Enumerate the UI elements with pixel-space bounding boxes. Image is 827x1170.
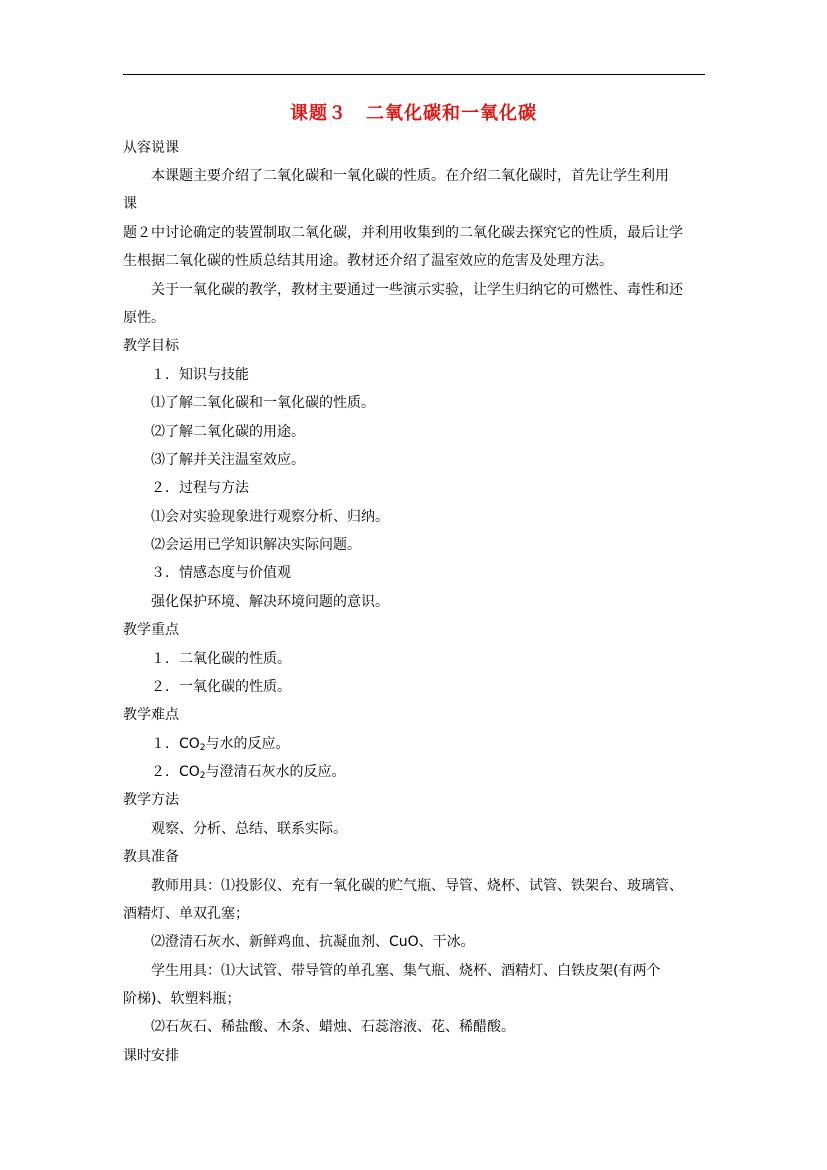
item-text: 与澄清石灰水的反应。: [205, 764, 346, 780]
list-item: ⑵了解二氧化碳的用途。: [151, 424, 305, 440]
list-item: １．知识与技能: [151, 367, 249, 383]
section-heading: 教学重点: [123, 622, 179, 638]
section-heading: 教具准备: [123, 849, 179, 865]
top-rule: [123, 74, 705, 75]
paragraph-line: 酒精灯、单双孔塞；: [123, 906, 249, 922]
paragraph-line: 课: [123, 196, 137, 212]
list-item: [151, 734, 290, 754]
item-prefix: ２．CO: [151, 764, 200, 780]
paragraph-line: 教师用具：⑴投影仪、充有一氧化碳的贮气瓶、导管、烧杯、试管、铁架台、玻璃管、: [151, 878, 683, 894]
section-heading: 课时安排: [123, 1048, 179, 1064]
list-item: １．二氧化碳的性质。: [151, 651, 291, 667]
section-heading: 教学方法: [123, 792, 179, 808]
list-item: ⑴了解二氧化碳和一氧化碳的性质。: [151, 395, 375, 411]
page-title: 课题３ 二氧化碳和一氧化碳: [290, 103, 537, 124]
paragraph-line: ⑵石灰石、稀盐酸、木条、蜡烛、石蕊溶液、花、稀醋酸。: [151, 1019, 515, 1035]
section-heading: 教学目标: [123, 338, 179, 354]
list-item: ⑶了解并关注温室效应。: [151, 452, 305, 468]
subscript: 2: [199, 771, 206, 781]
paragraph-line: 题２中讨论确定的装置制取二氧化碳，并利用收集到的二氧化碳去探究它的性质，最后让学: [123, 225, 683, 241]
paragraph-line: 学生用具：⑴大试管、带导管的单孔塞、集气瓶、烧杯、酒精灯、白铁皮架(有两个: [151, 963, 661, 979]
list-item: ３．情感态度与价值观: [151, 565, 291, 581]
paragraph-line: 阶梯)、软塑料瓶；: [123, 991, 241, 1007]
list-item: ⑴会对实验现象进行观察分析、归纳。: [151, 509, 389, 525]
list-item: 强化保护环境、解决环境问题的意识。: [151, 594, 389, 610]
list-item: [151, 762, 346, 782]
item-text: 与水的反应。: [205, 736, 290, 752]
paragraph-line: ⑵澄清石灰水、新鲜鸡血、抗凝血剂、CuO、干冰。: [151, 934, 475, 950]
paragraph-line: 关于一氧化碳的教学，教材主要通过一些演示实验，让学生归纳它的可燃性、毒性和还: [151, 282, 683, 298]
paragraph-line: 原性。: [123, 310, 165, 326]
paragraph-line: 观察、分析、总结、联系实际。: [151, 821, 347, 837]
paragraph-line: 生根据二氧化碳的性质总结其用途。教材还介绍了温室效应的危害及处理方法。: [123, 253, 613, 269]
list-item: ２．过程与方法: [151, 480, 249, 496]
list-item: ⑵会运用已学知识解决实际问题。: [151, 537, 361, 553]
item-prefix: １．CO: [151, 736, 200, 752]
subscript: 2: [199, 743, 206, 753]
section-heading: 从容说课: [123, 140, 179, 156]
list-item: ２．一氧化碳的性质。: [151, 679, 291, 695]
paragraph-line: 本课题主要介绍了二氧化碳和一氧化碳的性质。在介绍二氧化碳时，首先让学生利用: [151, 168, 669, 184]
section-heading: 教学难点: [123, 707, 179, 723]
